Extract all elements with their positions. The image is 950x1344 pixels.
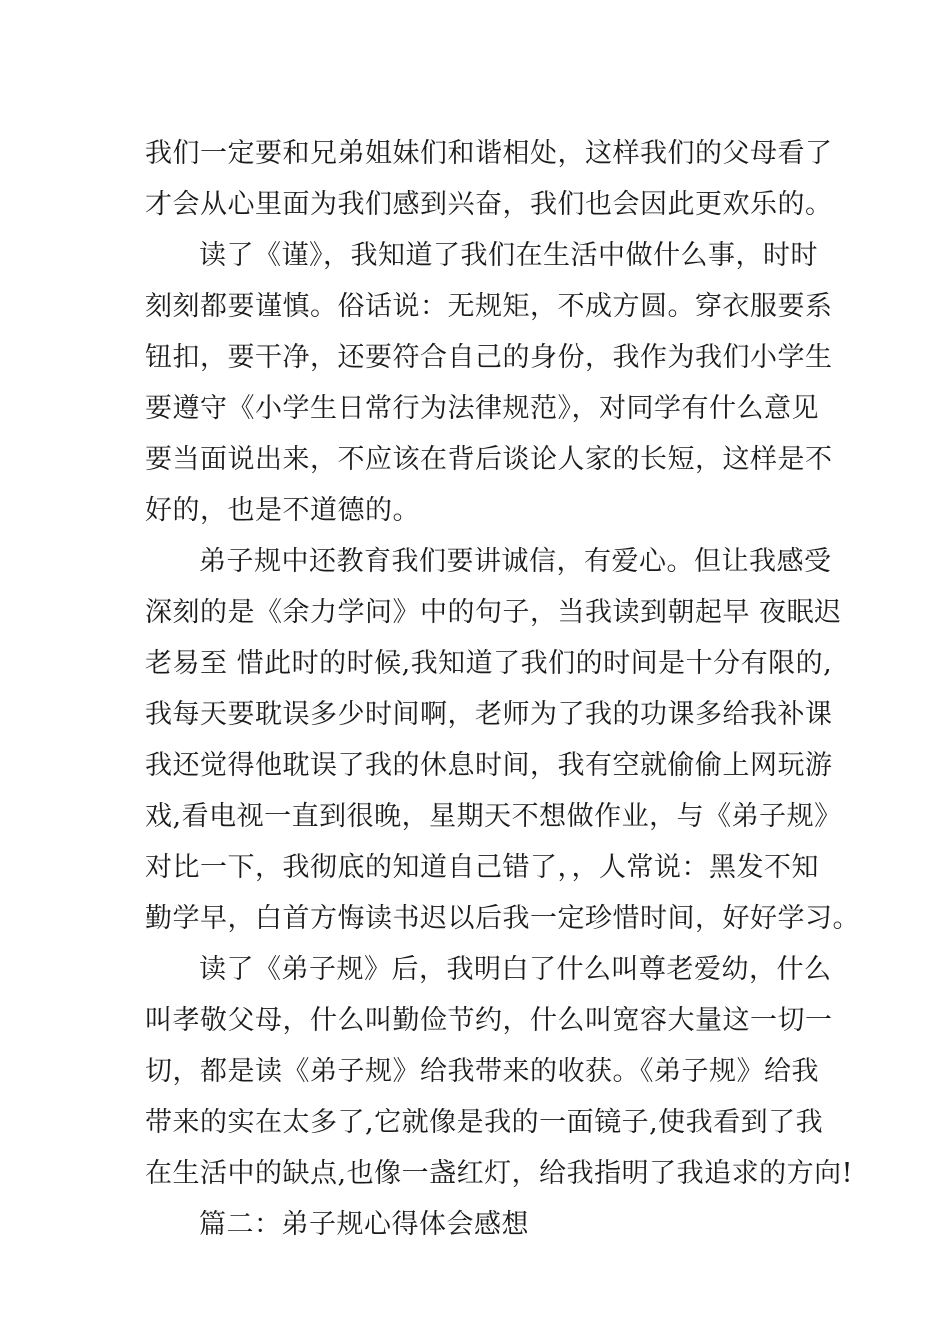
paragraph-end-line: 在生活中的缺点,也像一盏红灯，给我指明了我追求的方向! (145, 1158, 853, 1189)
paragraph-end-line: 好的，也是不道德的。 (145, 495, 420, 526)
text-line: 戏,看电视一直到很晚，星期天不想做作业，与《弟子规》 (145, 801, 842, 832)
text-line: 我每天要耽误多少时间啊，老师为了我的功课多给我补课 (145, 699, 833, 730)
text-line: 我还觉得他耽误了我的休息时间，我有空就偷偷上网玩游 (145, 750, 833, 781)
document-body (145, 128, 860, 1250)
paragraph-end-line: 勤学早，白首方悔读书迟以后我一定珍惜时间，好好学习。 (145, 903, 860, 934)
paragraph-start-line: 读了《弟子规》后，我明白了什么叫尊老爱幼，什么 (199, 954, 832, 985)
text-line: 切，都是读《弟子规》给我带来的收获。《弟子规》给我 (145, 1056, 819, 1087)
paragraph-start-line: 弟子规中还教育我们要讲诚信，有爱心。但让我感受 (199, 546, 832, 577)
text-line: 叫孝敬父母，什么叫勤俭节约，什么叫宽容大量这一切一 (145, 1005, 833, 1036)
text-line: 带来的实在太多了,它就像是我的一面镜子,使我看到了我 (145, 1107, 824, 1138)
text-line: 对比一下，我彻底的知道自己错了，，人常说：黑发不知 (145, 852, 819, 883)
text-line: 刻刻都要谨慎。俗话说：无规矩，不成方圆。穿衣服要系 (145, 291, 833, 322)
text-line: 要当面说出来，不应该在背后谈论人家的长短，这样是不 (145, 444, 833, 475)
section-heading: 篇二：弟子规心得体会感想 (199, 1209, 529, 1240)
text-line: 我们一定要和兄弟姐妹们和谐相处，这样我们的父母看了 (145, 138, 833, 169)
text-line: 才会从心里面为我们感到兴奋，我们也会因此更欢乐的。 (145, 189, 833, 220)
text-line: 深刻的是《余力学问》中的句子，当我读到朝起早 夜眠迟 (145, 597, 842, 628)
paragraph-start-line: 读了《谨》，我知道了我们在生活中做什么事，时时 (199, 240, 818, 271)
text-line: 要遵守《小学生日常行为法律规范》，对同学有什么意见 (145, 393, 819, 424)
text-line: 钮扣，要干净，还要符合自己的身份，我作为我们小学生 (145, 342, 833, 373)
text-line: 老易至 惜此时的时候,我知道了我们的时间是十分有限的, (145, 648, 833, 679)
